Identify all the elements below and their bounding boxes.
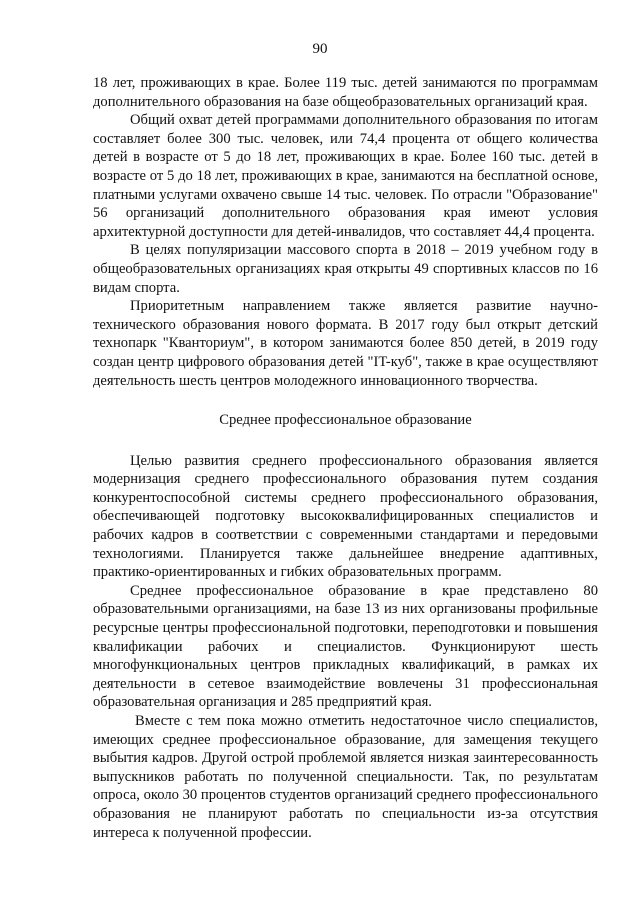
page-number: 90: [312, 41, 328, 57]
paragraph: Среднее профессиональное образование в крае представлено 80 образовательными организациями, на базе 13 из них организованы профильные ресурсные центры профессиональной подготовки, переподготовки и повышения квалификации рабочих и специалистов. Функционируют шесть многофункциональных центров прикладных квалификаций, в рамках их деятельности в сетевое взаимодействие вовлечены 31 профессиональная образовательная организация и 285 предприятий края.: [93, 582, 598, 711]
paragraph: 18 лет, проживающих в крае. Более 119 тыс. детей занимаются по программам дополнительного образования на базе общеобразовательных организаций края.: [93, 75, 598, 110]
paragraph: Общий охват детей программами дополнительного образования по итогам составляет более 300 тыс. человек, или 74,4 процента от общего количества детей в возрасте от 5 до 18 лет, проживающих в крае. Более 160 тыс. детей в возрасте от 5 до 18 лет, проживающих в крае, занимаются на бесплатной основе, платными услугами охвачено свыше 14 тыс. человек. По отрасли "Образование" 56 организаций дополнительного образования края имеют условия архитектурной доступности для детей-инвалидов, что составляет 44,4 процента.: [93, 112, 598, 240]
paragraph: Вместе с тем пока можно отметить недостаточное число специалистов, имеющих среднее профессиональное образование, для замещения текущего выбытия кадров. Другой острой проблемой является низкая заинтересованность выпускников работать по полученной специальности. Так, по результатам опроса, около 30 процентов студентов организаций среднего профессионального образования не планируют работать по специальности из-за отсутствия интереса к полученной профессии.: [93, 713, 598, 841]
paragraph: Целью развития среднего профессионального образования является модернизация среднего профессионального образования путем создания конкурентоспособной системы среднего профессионального образования, обеспечивающей подготовку высококвалифицированных специалистов и рабочих кадров в соответствии с современными стандартами и передовыми технологиями. Планируется также дальнейшее внедрение адаптивных, практико-ориентированных и гибких образовательных программ.: [93, 452, 598, 581]
paragraph: В целях популяризации массового спорта в 2018 – 2019 учебном году в общеобразовательных организациях края открыты 49 спортивных классов по 16 видам спорта.: [93, 242, 598, 296]
section-heading: Среднее профессиональное образование: [219, 412, 472, 429]
paragraph: Приоритетным направлением также является развитие научно-технического образования нового формата. В 2017 году был открыт детский технопарк "Кванториум", в котором занимаются более 850 детей, в 2019 году создан центр цифрового образования детей "IT-куб", также в крае осуществляют деятельность шесть центров молодежного инновационного творчества.: [93, 298, 598, 389]
page-body: [93, 74, 598, 842]
